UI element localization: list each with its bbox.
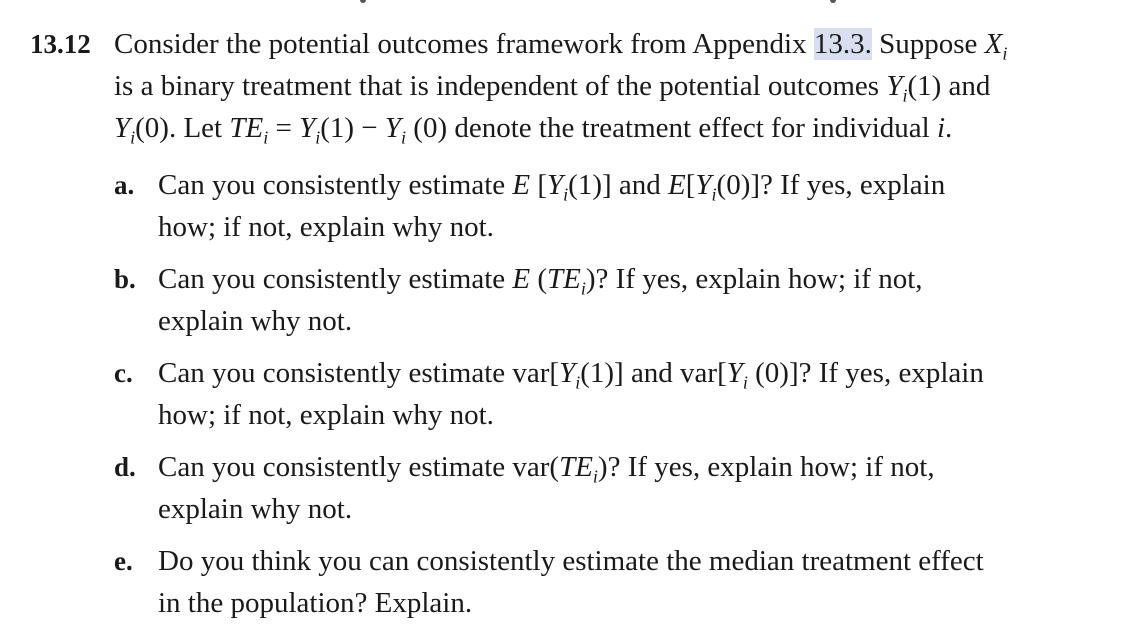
part-c-line-2: how; if not, explain why not. <box>158 399 494 431</box>
part-d-text-1b: ? If yes, explain how; if not, <box>607 451 935 483</box>
top-edge-artifacts <box>0 0 1148 6</box>
part-c-text-1b: ? If yes, explain <box>798 357 984 389</box>
stem-text-1a: Consider the potential outcomes framework from Appendix <box>114 28 814 60</box>
part-a-line-2: how; if not, explain why not. <box>158 211 494 243</box>
stem-text-2-end: and <box>941 70 991 102</box>
stem-line-3 <box>114 106 952 150</box>
math-y-i-0: $Y_i(0)$ <box>114 112 169 148</box>
stem-text-2: is a binary treatment that is independent of the potential outcomes <box>114 70 887 102</box>
part-a-line-1 <box>158 164 945 206</box>
part-e-label: e. <box>114 546 133 576</box>
part-b-line-2: explain why not. <box>158 305 353 337</box>
part-b-label: b. <box>114 264 136 294</box>
part-a-label: a. <box>114 170 135 200</box>
part-b-text-1b: ? If yes, explain how; if not, <box>595 263 923 295</box>
part-c-text-1a: Can you consistently estimate <box>158 357 513 389</box>
stem-line-2 <box>114 64 990 108</box>
appendix-reference-highlighted[interactable]: 13.3. <box>813 28 872 60</box>
math-y-i-1: $Y_i(1)$ <box>886 70 942 106</box>
math-variance-te: $var(TE_i)$ <box>512 451 608 487</box>
part-d-label: d. <box>114 452 136 482</box>
math-te-definition: $TE_i = Y_i(1) - Y_i$ (0) <box>229 112 448 148</box>
math-expectation-te: E $(TE_i)$ <box>512 263 596 299</box>
part-b-line-1 <box>158 258 923 300</box>
stem-text-3b: denote the treatment effect for individual <box>447 112 937 144</box>
problem-number: 13.12 <box>30 29 91 59</box>
stem-text-3a: . Let <box>168 112 230 144</box>
math-variances-y: $var[Y_i(1)]$ and $var[Y_i$ (0)] <box>512 357 799 393</box>
part-d-text-1a: Can you consistently estimate <box>158 451 513 483</box>
part-d-line-2: explain why not. <box>158 493 353 525</box>
stem-text-3-end: . <box>945 112 953 144</box>
math-i: i <box>936 112 946 144</box>
part-b-text-1a: Can you consistently estimate <box>158 263 513 295</box>
math-x-i: $X_i$ <box>984 28 1008 64</box>
part-a-text-1b: ? If yes, explain <box>760 169 946 201</box>
part-e-line-2: in the population? Explain. <box>158 587 473 619</box>
part-d-line-1 <box>158 446 935 488</box>
part-c-line-1 <box>158 352 984 394</box>
part-a-text-1a: Can you consistently estimate <box>158 169 513 201</box>
stem-text-1b: Suppose <box>871 28 985 60</box>
stem-line-1 <box>114 22 1007 66</box>
math-expectations-y: E $[Y_i(1)]$ and $E[Y_i(0)]$ <box>512 169 761 205</box>
part-e-line-1: Do you think you can consistently estimate the median treatment effect <box>158 545 984 577</box>
part-c-label: c. <box>114 358 133 388</box>
